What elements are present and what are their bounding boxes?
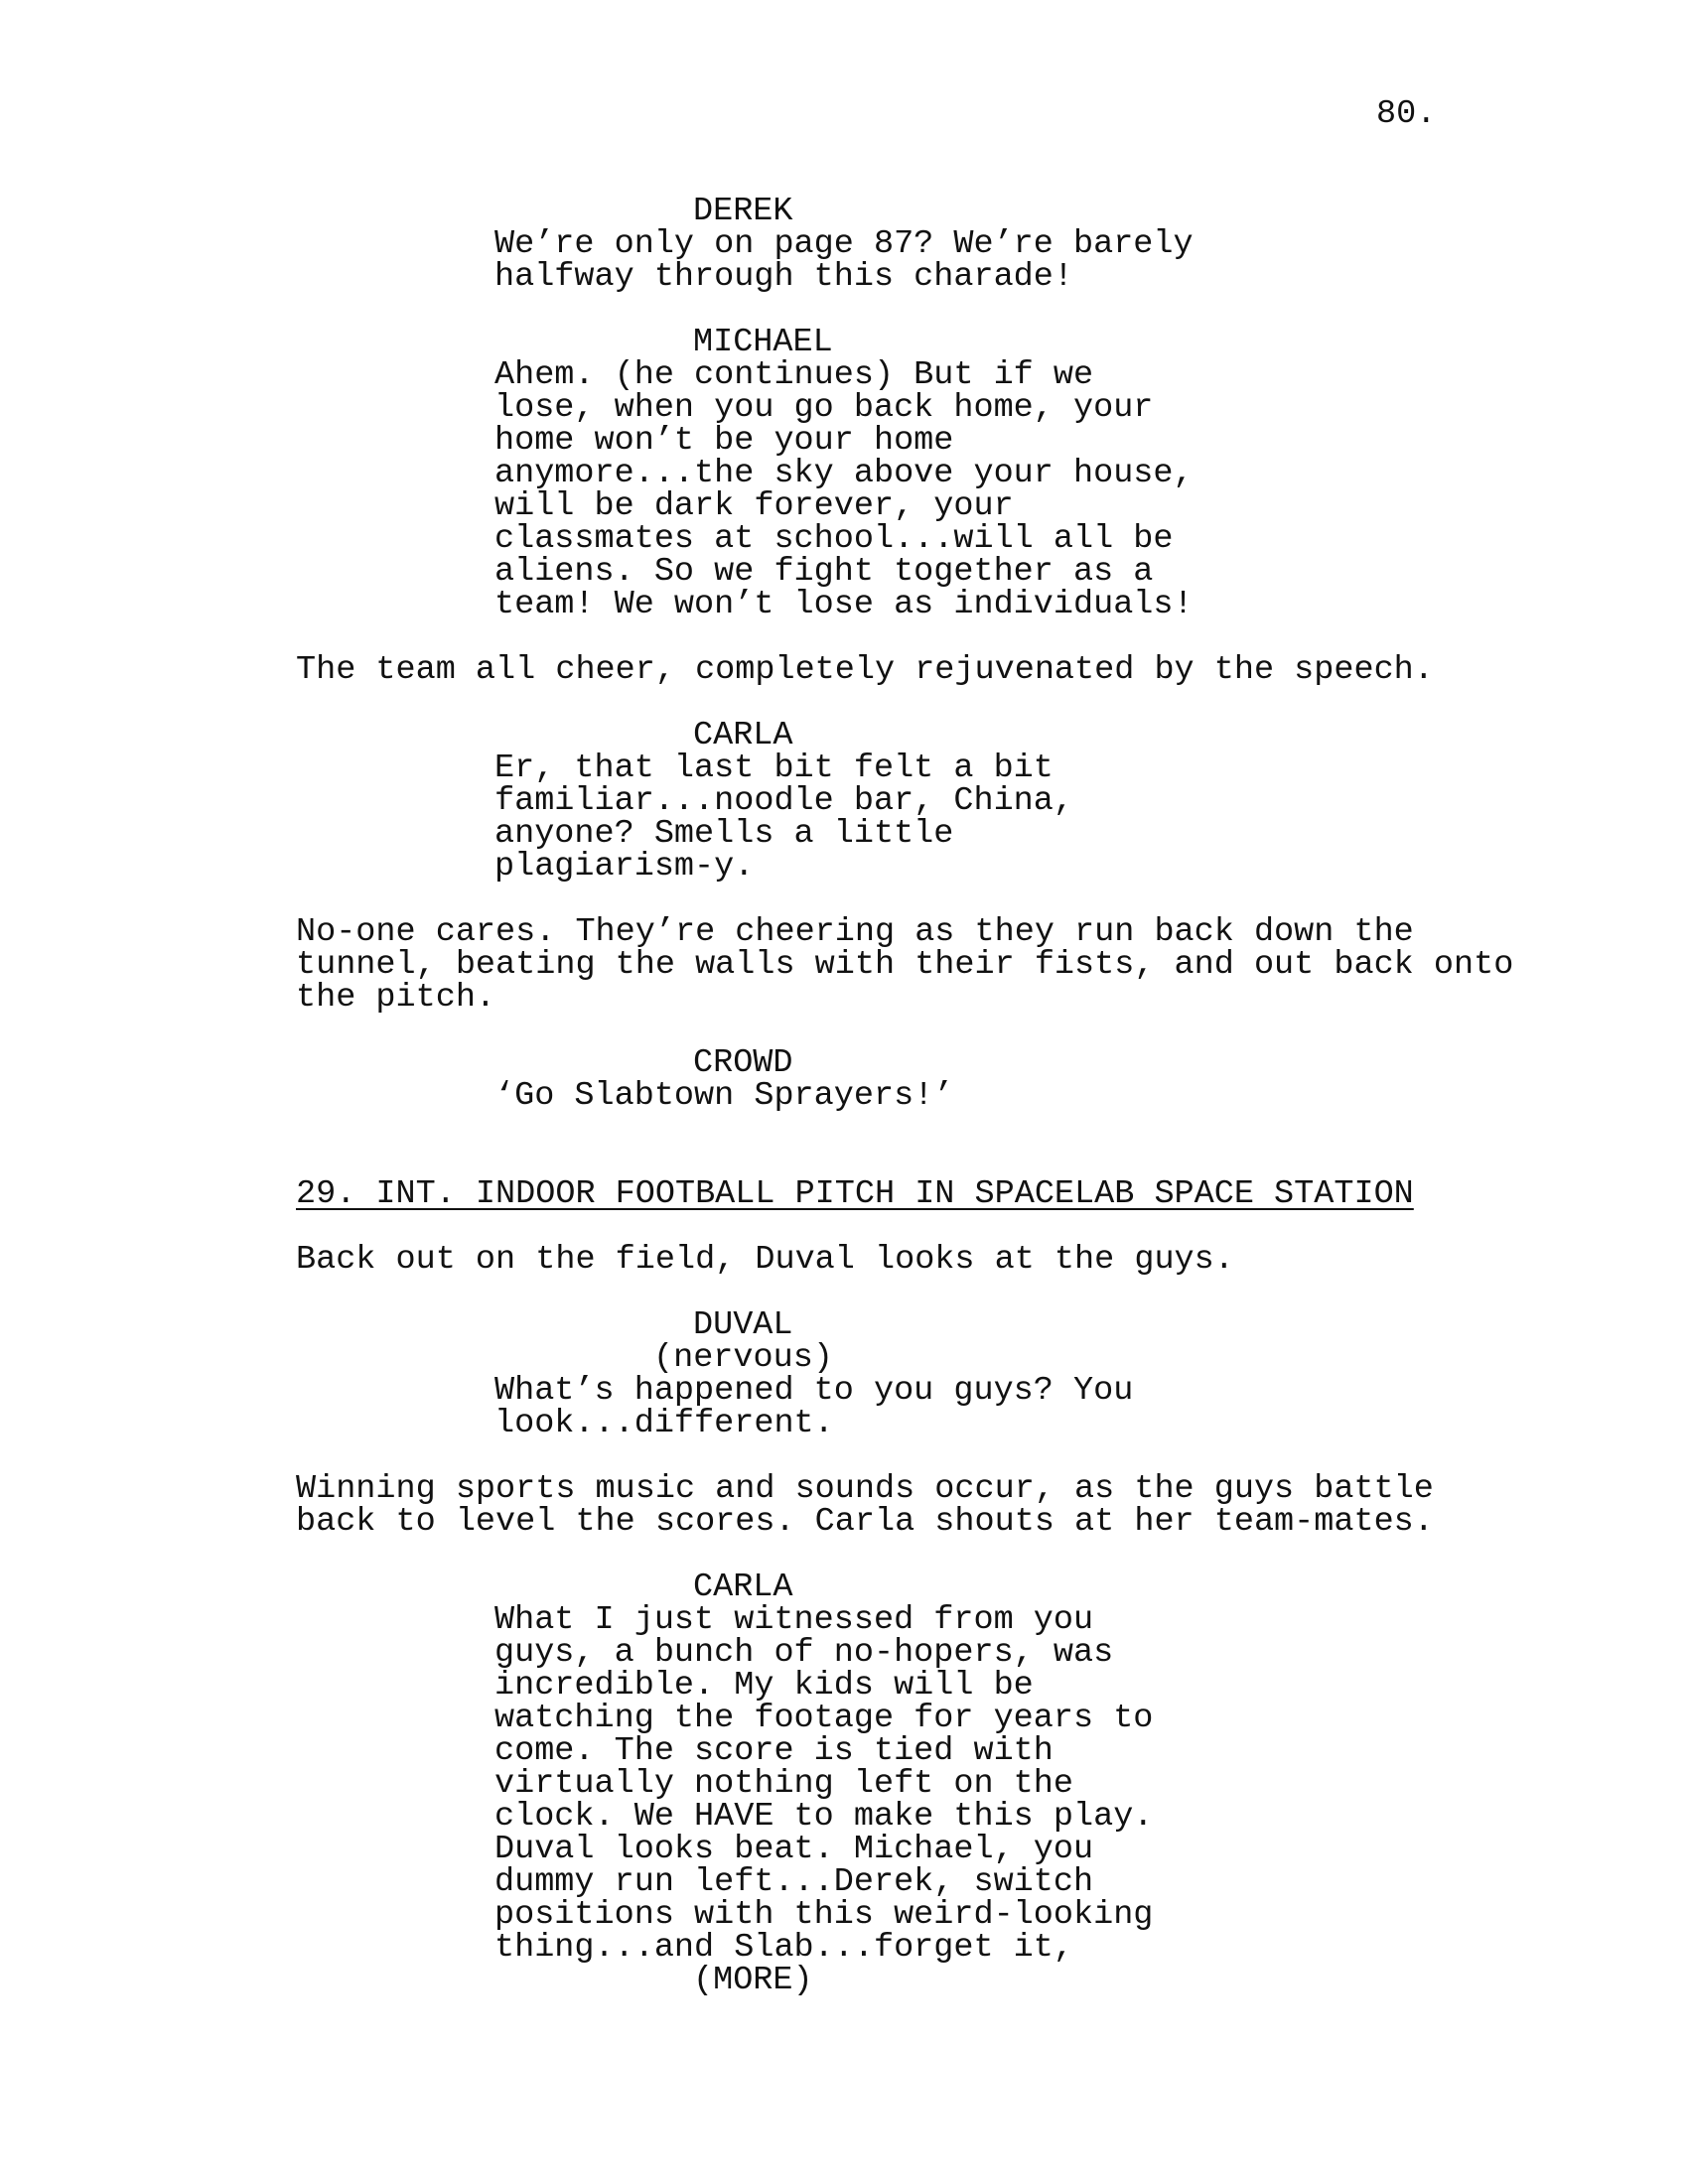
dialogue-line: halfway through this charade! [494,258,1073,296]
dialogue-line: What’s happened to you guys? You [494,1372,1134,1410]
dialogue-line: home won’t be your home [494,422,954,460]
dialogue-line: dummy run left...Derek, switch [494,1863,1094,1901]
dialogue-line: team! We won’t lose as individuals! [494,586,1194,623]
dialogue-line: plagiarism-y. [494,848,755,886]
dialogue-line: What I just witnessed from you [494,1601,1094,1639]
dialogue-line: classmates at school...will all be [494,520,1174,558]
dialogue-line: thing...and Slab...forget it, [494,1929,1073,1967]
dialogue-line: guys, a bunch of no-hopers, was [494,1634,1114,1672]
character-cue-crowd: CROWD [693,1044,793,1082]
dialogue-line: watching the footage for years to [494,1700,1154,1737]
scene-heading: 29. INT. INDOOR FOOTBALL PITCH IN SPACELAB SPACE STATION [296,1175,1414,1213]
action-line: tunnel, beating the walls with their fists, and out back onto [296,946,1514,984]
dialogue-line: positions with this weird-looking [494,1896,1154,1934]
more-marker: (MORE) [693,1962,813,1999]
dialogue-line: lose, when you go back home, your [494,389,1154,427]
character-cue-michael: MICHAEL [693,324,833,361]
action-line: Winning sports music and sounds occur, as the guys battle [296,1470,1434,1508]
page-number: 80. [1376,95,1437,133]
dialogue-line: clock. We HAVE to make this play. [494,1798,1154,1836]
dialogue-line: We’re only on page 87? We’re barely [494,225,1194,263]
dialogue-line: incredible. My kids will be [494,1667,1034,1705]
dialogue-line: Er, that last bit felt a bit [494,750,1054,787]
dialogue-line: look...different. [494,1405,834,1442]
action-line: No-one cares. They’re cheering as they run back down the [296,913,1414,951]
dialogue-line: aliens. So we fight together as a [494,553,1154,591]
dialogue-line: come. The score is tied with [494,1732,1054,1770]
dialogue-line: ‘Go Slabtown Sprayers!’ [494,1077,954,1115]
dialogue-line: anyone? Smells a little [494,815,954,853]
action-line: back to level the scores. Carla shouts at her team-mates. [296,1503,1434,1541]
action-line: the pitch. [296,979,496,1017]
dialogue-line: anymore...the sky above your house, [494,455,1194,492]
character-cue-derek: DEREK [693,193,793,230]
dialogue-line: Duval looks beat. Michael, you [494,1831,1094,1868]
action-line: Back out on the field, Duval looks at the guys. [296,1241,1234,1279]
dialogue-line: familiar...noodle bar, China, [494,782,1073,820]
dialogue-line: Ahem. (he continues) But if we [494,356,1094,394]
character-cue-carla: CARLA [693,1569,793,1606]
action-line: The team all cheer, completely rejuvenated by the speech. [296,651,1434,689]
character-cue-duval: DUVAL [693,1306,793,1344]
parenthetical: (nervous) [653,1339,833,1377]
dialogue-line: will be dark forever, your [494,487,1014,525]
character-cue-carla: CARLA [693,717,793,754]
dialogue-line: virtually nothing left on the [494,1765,1073,1803]
